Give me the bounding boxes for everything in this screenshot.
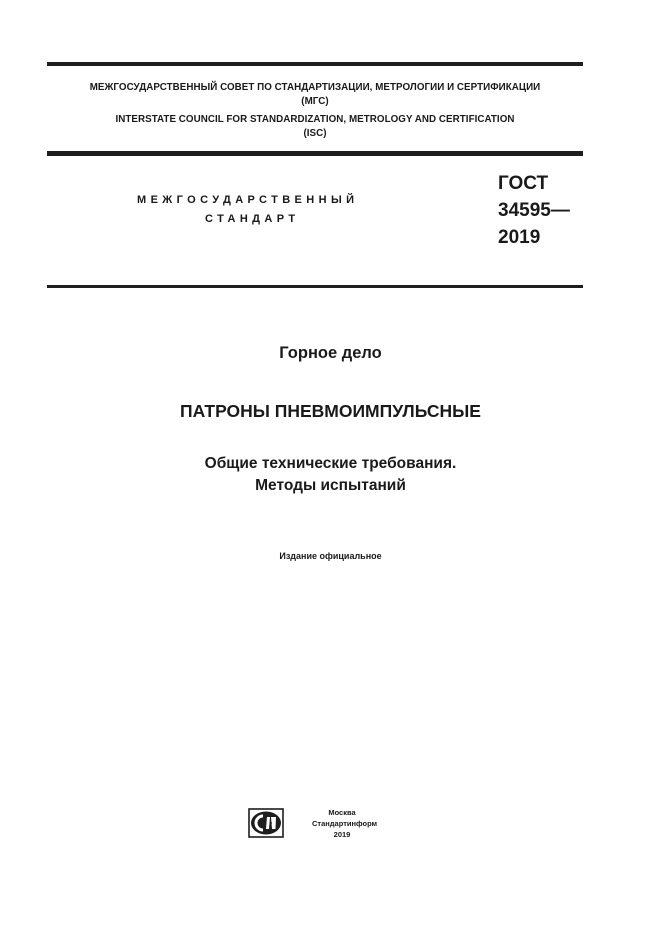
subtitle-line2: Методы испытаний xyxy=(255,477,406,494)
gost-number: 34595— xyxy=(498,200,570,221)
field-title: Горное дело xyxy=(279,344,382,362)
publisher-name: Стандартинформ xyxy=(312,819,378,828)
council-ru-line2: (МГС) xyxy=(301,96,329,107)
gost-year: 2019 xyxy=(498,227,541,248)
council-en-line1: INTERSTATE COUNCIL FOR STANDARDIZATION, METROLOGY AND CERTIFICATION xyxy=(115,114,515,125)
standartinform-logo-icon xyxy=(248,808,284,838)
header-rule xyxy=(47,151,583,156)
edition-label: Издание официальное xyxy=(279,551,382,561)
standard-type-line2: СТАНДАРТ xyxy=(205,213,300,225)
publisher-year: 2019 xyxy=(333,830,351,839)
subtitle-line1: Общие технические требования. xyxy=(204,455,457,472)
designation-rule xyxy=(47,285,583,288)
main-title: ПАТРОНЫ ПНЕВМОИМПУЛЬСНЫЕ xyxy=(180,401,481,421)
standard-type-line1: МЕЖГОСУДАРСТВЕННЫЙ xyxy=(137,194,359,206)
top-rule xyxy=(47,62,583,66)
council-ru-line1: МЕЖГОСУДАРСТВЕННЫЙ СОВЕТ ПО СТАНДАРТИЗАЦИИ, МЕТРОЛОГИИ И СЕРТИФИКАЦИИ xyxy=(89,82,541,93)
gost-label: ГОСТ xyxy=(498,173,549,194)
council-en-line2: (ISC) xyxy=(303,128,327,139)
publisher-city: Москва xyxy=(328,808,356,817)
